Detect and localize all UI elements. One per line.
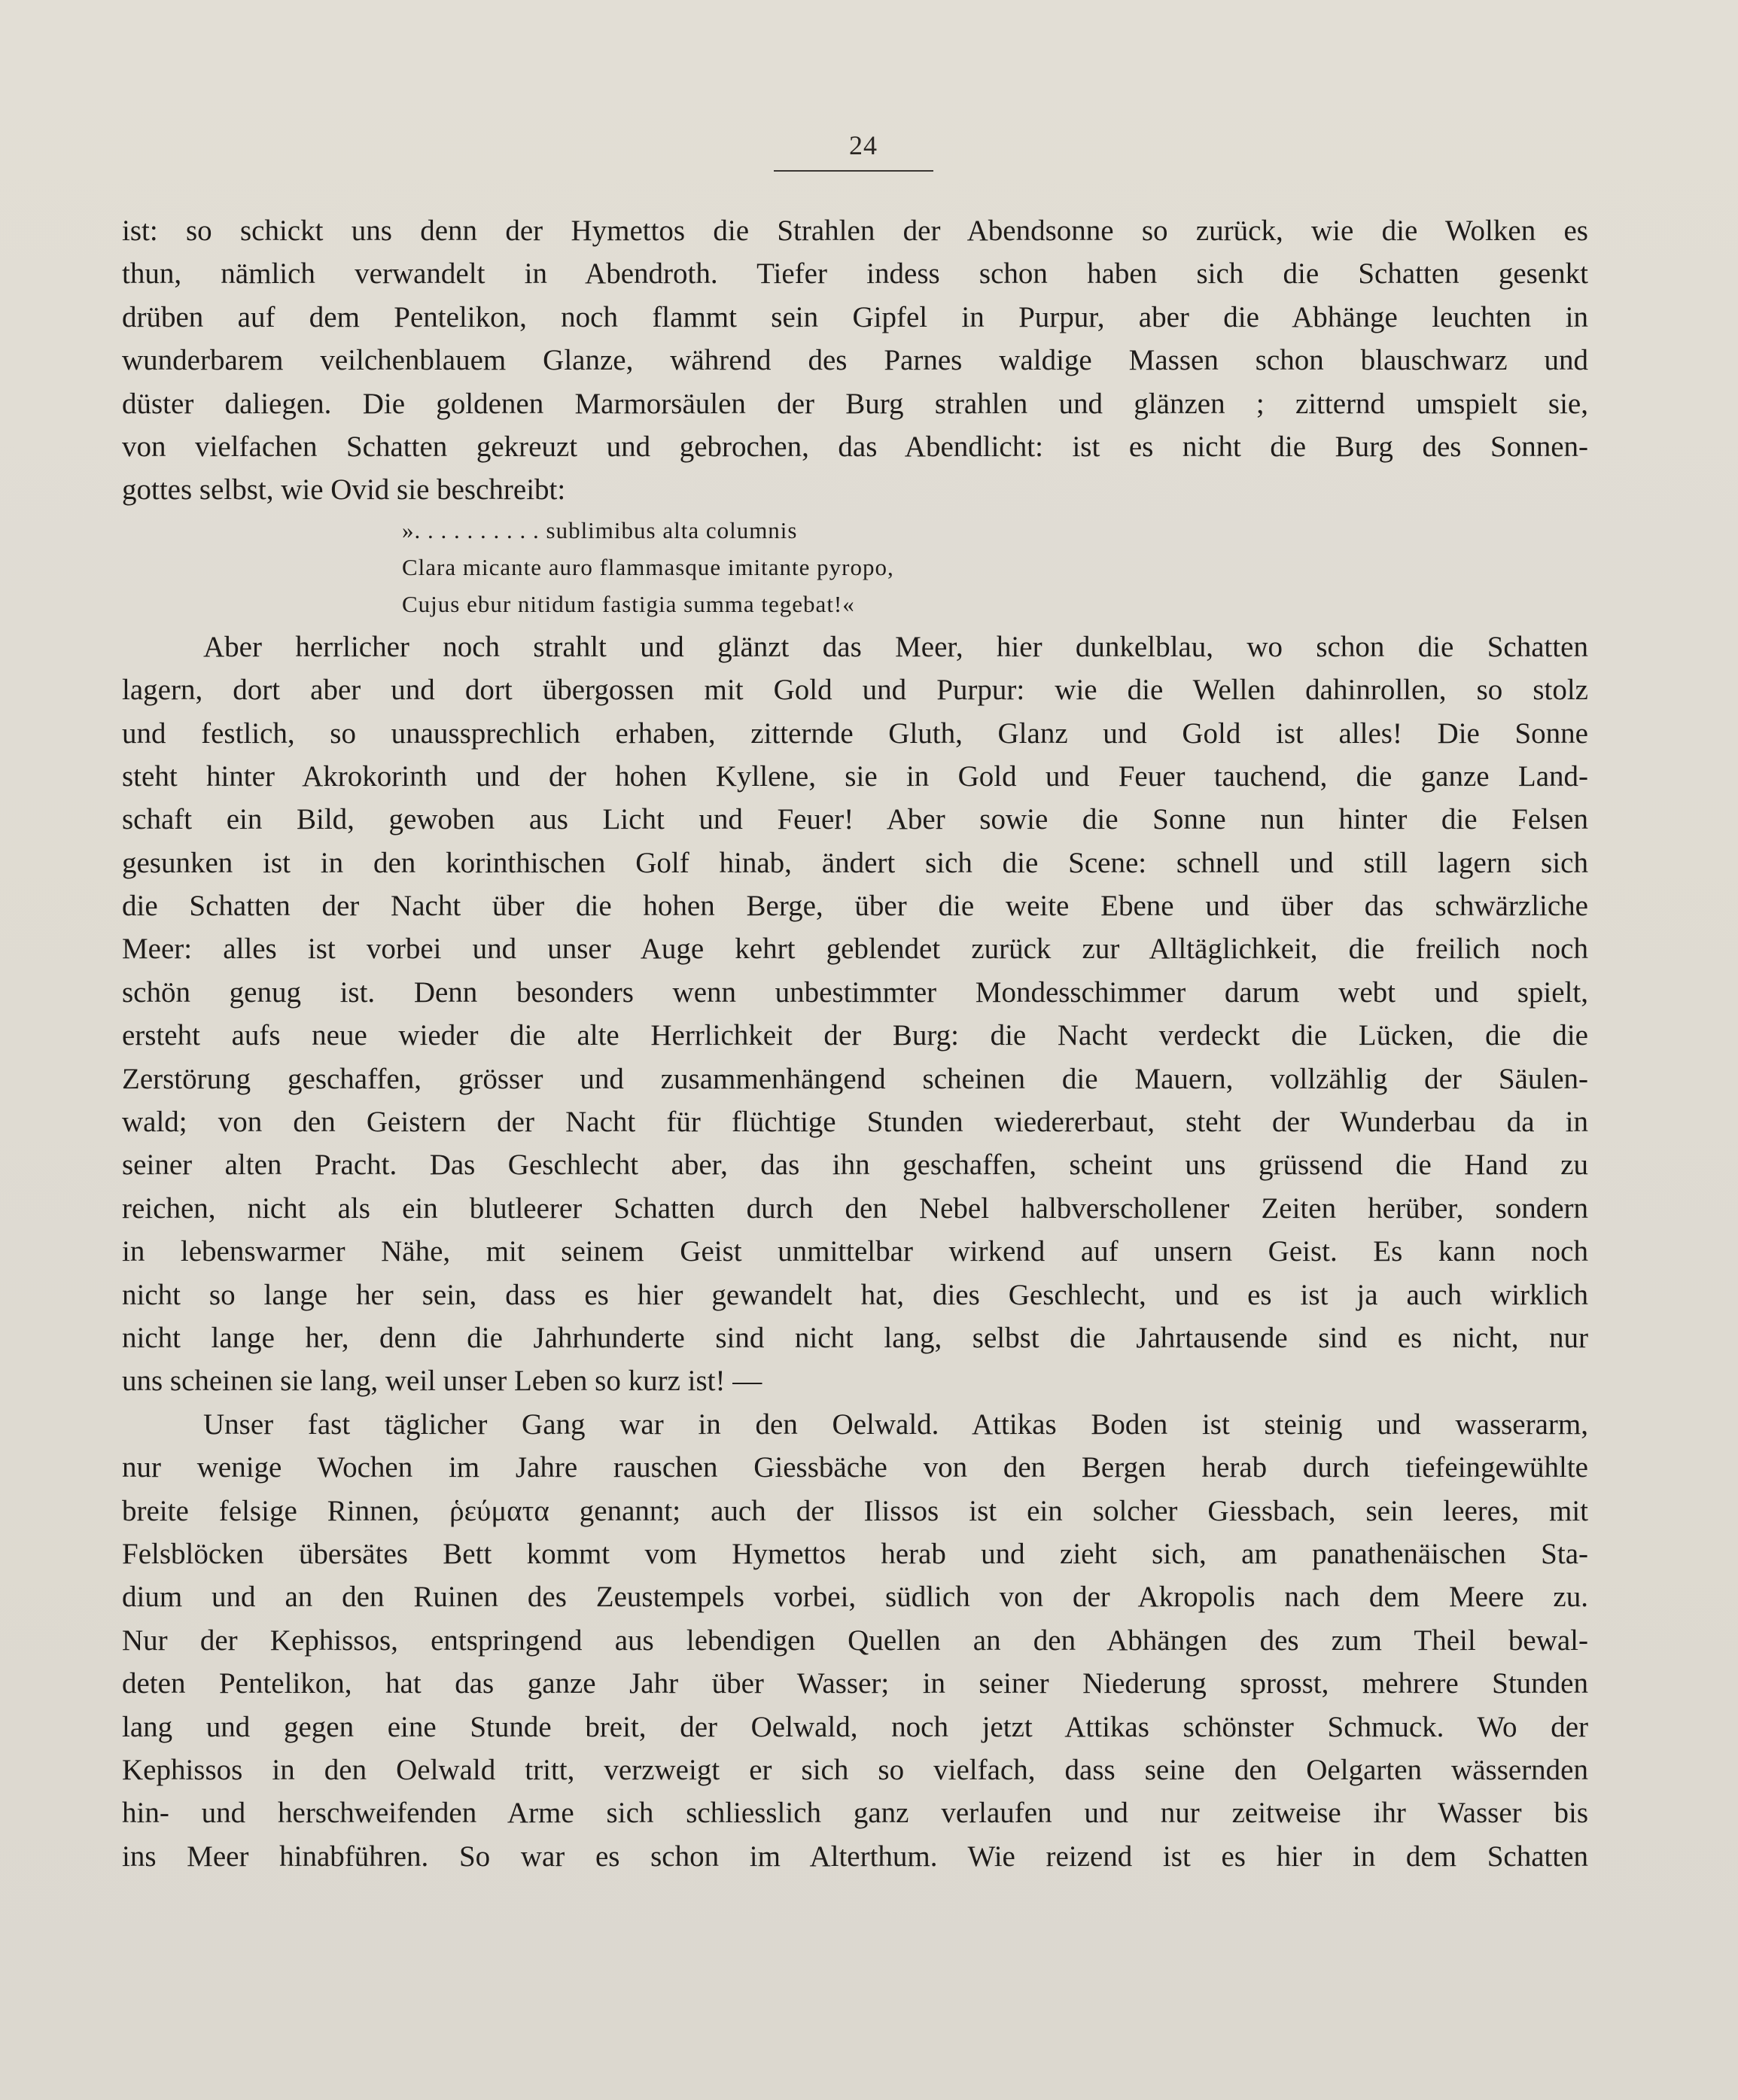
quote-line: ». . . . . . . . . . sublimibus alta columnis (402, 516, 798, 543)
text-line: schaft ein Bild, gewoben aus Licht und Feuer! Aber sowie die Sonne nun hinter die Felsen (122, 803, 1588, 836)
text-line: die Schatten der Nacht über die hohen Berge, über die weite Ebene und über das schwärzliche (122, 890, 1588, 923)
text-line: gottes selbst, wie Ovid sie beschreibt: (122, 473, 566, 507)
page-number: 24 (849, 130, 878, 160)
text-line: Kephissos in den Oelwald tritt, verzweigt er sich so vielfach, dass seine den Oelgarten wässernden (122, 1753, 1588, 1786)
text-line: Felsblöcken übersätes Bett kommt vom Hymettos herab und zieht sich, am panathenäischen Sta- (122, 1537, 1588, 1570)
text-line: uns scheinen sie lang, weil unser Leben so kurz ist! — (122, 1365, 762, 1398)
quote-line: Clara micante auro flammasque imitante pyropo, (402, 553, 894, 580)
text-line: in lebenswarmer Nähe, mit seinem Geist unmittelbar wirkend auf unsern Geist. Es kann noch (122, 1235, 1588, 1268)
ovid-quote (122, 512, 1588, 622)
paragraph-1 (122, 209, 1588, 512)
body-text (122, 209, 1588, 1878)
text-line: ins Meer hinabführen. So war es schon im Alterthum. Wie reizend ist es hier in dem Schatten (122, 1840, 1588, 1873)
text-line: Zerstörung geschaffen, grösser und zusammenhängend scheinen die Mauern, vollzählig der Säulen- (122, 1062, 1588, 1095)
text-line: schön genug ist. Denn besonders wenn unbestimmter Mondesschimmer darum webt und spielt, (122, 975, 1588, 1009)
text-line: dium und an den Ruinen des Zeustempels vorbei, südlich von der Akropolis nach dem Meere zu. (122, 1581, 1588, 1614)
text-line: düster daliegen. Die goldenen Marmorsäulen der Burg strahlen und glänzen ; zitternd umspielt sie, (122, 387, 1588, 420)
text-line: ist: so schickt uns denn der Hymettos die Strahlen der Abendsonne so zurück, wie die Wolken es (122, 215, 1588, 247)
text-line: gesunken ist in den korinthischen Golf hinab, ändert sich die Scene: schnell und still lagern sich (122, 846, 1588, 879)
text-line: thun, nämlich verwandelt in Abendroth. Tiefer indess schon haben sich die Schatten gesenkt (122, 257, 1588, 291)
text-line: Aber herrlicher noch strahlt und glänzt das Meer, hier dunkelblau, wo schon die Schatten (203, 630, 1588, 663)
paragraph-2 (122, 625, 1588, 1403)
text-line: seiner alten Pracht. Das Geschlecht aber, das ihn geschaffen, scheint uns grüssend die Hand zu (122, 1149, 1588, 1182)
text-line: nicht lange her, denn die Jahrhunderte sind nicht lang, selbst die Jahrtausende sind es nicht, nur (122, 1321, 1588, 1354)
text-line: wunderbarem veilchenblauem Glanze, während des Parnes waldige Massen schon blauschwarz und (122, 344, 1588, 377)
text-line: ersteht aufs neue wieder die alte Herrlichkeit der Burg: die Nacht verdeckt die Lücken, die die (122, 1019, 1588, 1052)
text-line: Unser fast täglicher Gang war in den Oelwald. Attikas Boden ist steinig und wasserarm, (203, 1408, 1588, 1441)
text-line: steht hinter Akrokorinth und der hohen Kyllene, sie in Gold und Feuer tauchend, die ganze Land- (122, 759, 1588, 793)
text-line: lagern, dort aber und dort übergossen mit Gold und Purpur: wie die Wellen dahinrollen, so stolz (122, 674, 1588, 707)
text-line: Nur der Kephissos, entspringend aus lebendigen Quellen an den Abhängen des zum Theil bewal- (122, 1624, 1588, 1657)
text-line: wald; von den Geistern der Nacht für flüchtige Stunden wiedererbaut, steht der Wunderbau da in (122, 1106, 1588, 1139)
quote-line: Cujus ebur nitidum fastigia summa tegebat!« (402, 590, 855, 617)
text-line: nicht so lange her sein, dass es hier gewandelt hat, dies Geschlecht, und es ist ja auch wirklich (122, 1278, 1588, 1311)
text-line: reichen, nicht als ein blutleerer Schatten durch den Nebel halbverschollener Zeiten herüber, sondern (122, 1192, 1588, 1225)
text-line: breite felsige Rinnen, ῥεύματα genannt; auch der Ilissos ist ein solcher Giessbach, sein leeres, mit (122, 1494, 1588, 1527)
text-line: deten Pentelikon, hat das ganze Jahr über Wasser; in seiner Niederung sprosst, mehrere Stunden (122, 1667, 1588, 1700)
paragraph-3 (122, 1403, 1588, 1878)
text-line: Meer: alles ist vorbei und unser Auge kehrt geblendet zurück zur Alltäglichkeit, die freilich noch (122, 933, 1588, 966)
page-number-rule (774, 170, 933, 172)
text-line: hin- und herschweifenden Arme sich schliesslich ganz verlaufen und nur zeitweise ihr Wasser bis (122, 1797, 1588, 1830)
text-line: drüben auf dem Pentelikon, noch flammt sein Gipfel in Purpur, aber die Abhänge leuchten in (122, 300, 1588, 333)
text-line: von vielfachen Schatten gekreuzt und gebrochen, das Abendlicht: ist es nicht die Burg des Sonnen- (122, 430, 1588, 463)
text-line: lang und gegen eine Stunde breit, der Oelwald, noch jetzt Attikas schönster Schmuck. Wo der (122, 1710, 1588, 1743)
text-line: nur wenige Wochen im Jahre rauschen Giessbäche von den Bergen herab durch tiefeingewühlte (122, 1451, 1588, 1484)
text-line: und festlich, so unaussprechlich erhaben, zitternde Gluth, Glanz und Gold ist alles! Die Sonne (122, 717, 1588, 750)
